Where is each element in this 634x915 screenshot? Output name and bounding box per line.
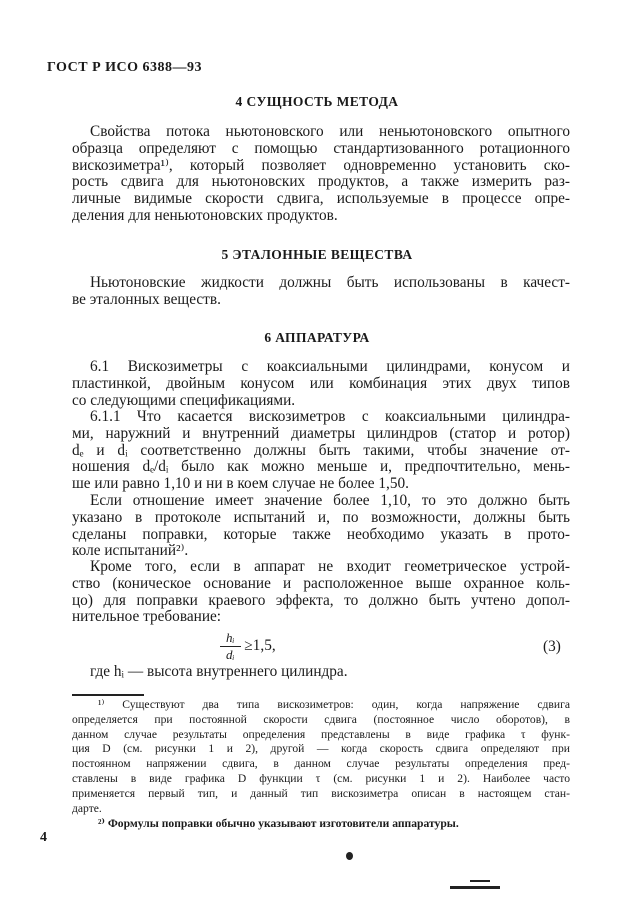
text-line: ми, наружний и внутренний диаметры цилиндров (статор и ротор) — [72, 424, 570, 442]
text-line: ве эталонных веществ. — [72, 290, 221, 308]
text-line: дарте. — [72, 801, 102, 815]
footnote-2 — [72, 817, 570, 832]
text-line: деления для неньютоновских продуктов. — [72, 206, 338, 224]
text-line: сделаны поправки, которые также необходимо указать в прото- — [72, 525, 570, 543]
text-line: ²⁾ Формулы поправки обычно указывают изготовители аппаратуры. — [98, 817, 459, 830]
formula-3 — [220, 630, 276, 663]
paragraph-additional-requirement — [72, 559, 570, 626]
text-line: нительное требование: — [72, 608, 222, 626]
text-line: ция D (см. рисунки 1 и 2), другой — когда скорость сдвига определяют при — [72, 742, 570, 756]
text-line: указано в протоколе испытаний и, по возможности, должны быть — [72, 508, 570, 526]
text-line: вискозиметра¹⁾, который позволяет одновременно установить ско- — [72, 156, 570, 174]
paragraph-reference-substances — [72, 275, 570, 309]
text-line: пластинкой, двойным конусом или комбинация этих двух типов — [72, 374, 570, 392]
text-line: рость сдвига для ньютоновских продуктов, а также измерить раз- — [72, 173, 570, 191]
text-line: Ньютоновские жидкости должны быть использованы в качест- — [90, 274, 570, 291]
document-code-header: ГОСТ Р ИСО 6388—93 — [47, 60, 203, 75]
text-line: где hᵢ — высота внутреннего цилиндра. — [90, 663, 348, 680]
text-line: Свойства потока ньютоновского или неньютоновского опытного — [90, 123, 570, 140]
formula-denominator: dᵢ — [226, 647, 235, 662]
section-6-title: 6 АППАРАТУРА — [264, 330, 370, 345]
text-line: 6.1 Вискозиметры с коаксиальными цилиндрами, конусом и — [90, 358, 570, 375]
text-line: коле испытаний²⁾. — [72, 542, 189, 560]
text-line: ставлены в виде графика D функции τ (см. рисунки 1 и 2). Наиболее часто — [72, 771, 570, 785]
text-line: dₑ и dᵢ соответственно должны быть такими, чтобы значение от- — [72, 441, 570, 459]
text-line: постоянном напряжении сдвига, в данном случае результаты определения пред- — [72, 757, 570, 771]
equation-number: (3) — [543, 638, 561, 655]
text-line: ство (коническое основание и расположенное выше охранное коль- — [72, 574, 570, 592]
section-5-title: 5 ЭТАЛОННЫЕ ВЕЩЕСТВА — [221, 247, 413, 262]
page-number: 4 — [40, 830, 47, 845]
formula-numerator: hᵢ — [220, 630, 241, 647]
text-line: личные видимые скорости сдвига, используемые в процессе опре- — [72, 190, 570, 208]
scan-mark — [470, 880, 490, 882]
paragraph-where-hi — [72, 664, 570, 681]
paragraph-6-1-1 — [72, 409, 570, 493]
section-4-title: 4 СУЩНОСТЬ МЕТОДА — [235, 94, 399, 109]
scan-speck — [346, 852, 353, 860]
text-line: ¹⁾ Существуют два типа вискозиметров: один, когда напряжение сдвига — [98, 698, 570, 711]
formula-fraction — [220, 630, 241, 663]
text-line: цо) для поправки краевого эффекта, то должно быть учтено допол- — [72, 591, 570, 609]
paragraph-method-essence — [72, 124, 570, 225]
text-line: применяется первый тип, и данный тип вискозиметра описан в настоящем стан- — [72, 786, 570, 800]
paragraph-6-1 — [72, 359, 570, 409]
formula-relation: ≥1,5, — [244, 637, 276, 655]
scan-mark — [450, 886, 500, 889]
text-line: определяется при постоянной скорости сдвига (постоянное число оборотов), в — [72, 712, 570, 726]
text-line: образца определяют с помощью стандартизованного ротационного — [72, 139, 570, 157]
text-line: Кроме того, если в аппарат не входит геометрическое устрой- — [90, 558, 570, 575]
text-line: со следующими спецификациями. — [72, 391, 296, 409]
paragraph-ratio-exceeds — [72, 493, 570, 560]
text-line: ношения dₑ/dᵢ было как можно меньше и, предпочтительно, мень- — [72, 458, 570, 476]
text-line: данном случае результаты определения представлены в виде графика τ функ- — [72, 727, 570, 741]
footnote-1 — [72, 698, 570, 816]
footnote-separator — [72, 694, 144, 696]
text-line: 6.1.1 Что касается вискозиметров с коаксиальными цилиндра- — [90, 408, 570, 425]
text-line: Если отношение имеет значение более 1,10, то это должно быть — [90, 492, 570, 509]
text-line: ше или равно 1,10 и ни в коем случае не более 1,50. — [72, 475, 410, 493]
